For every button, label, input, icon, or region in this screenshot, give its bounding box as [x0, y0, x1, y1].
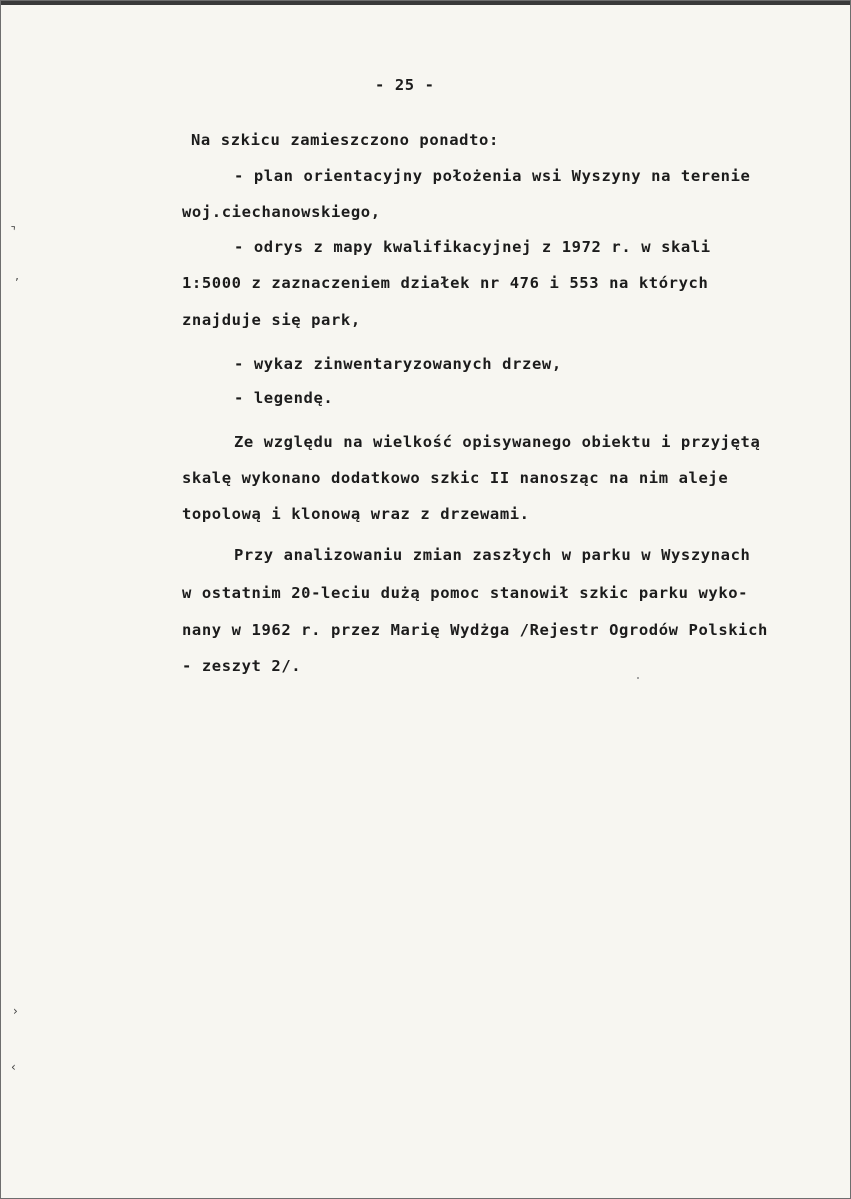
- margin-tick-mark: ›: [13, 1004, 18, 1018]
- list-item-map-continued: 1:5000 z zaznaczeniem działek nr 476 i 553 na których: [182, 274, 709, 292]
- list-item-map: - odrys z mapy kwalifikacyjnej z 1972 r. w skali: [234, 238, 711, 256]
- list-item-legend: - legendę.: [234, 389, 334, 407]
- paragraph-scale-line: Ze względu na wielkość opisywanego obiektu i przyjętą: [234, 433, 761, 451]
- paragraph-scale-line: topolową i klonową wraz z drzewami.: [182, 505, 530, 523]
- list-item-tree-inventory: - wykaz zinwentaryzowanych drzew,: [234, 355, 562, 373]
- page-number: - 25 -: [375, 76, 435, 94]
- margin-tick-mark: ’: [15, 276, 19, 290]
- paragraph-analysis-line: - zeszyt 2/.: [182, 657, 302, 675]
- margin-tick-mark: ›: [7, 220, 20, 234]
- list-item-plan-continued: woj.ciechanowskiego,: [182, 203, 381, 221]
- paragraph-analysis-line: Przy analizowaniu zmian zaszłych w parku w Wyszynach: [234, 546, 751, 564]
- intro-line: Na szkicu zamieszczono ponadto:: [191, 131, 499, 149]
- paragraph-analysis-line: w ostatnim 20-leciu dużą pomoc stanowił szkic parku wyko-: [182, 584, 749, 602]
- paragraph-analysis-line: nany w 1962 r. przez Marię Wydżga /Rejestr Ogrodów Polskich: [182, 621, 768, 639]
- margin-tick-mark: ‹: [11, 1060, 16, 1074]
- paragraph-scale-line: skalę wykonano dodatkowo szkic II nanosząc na nim aleje: [182, 469, 729, 487]
- list-item-map-continued: znajduje się park,: [182, 311, 361, 329]
- list-item-plan: - plan orientacyjny położenia wsi Wyszyny na terenie: [234, 167, 751, 185]
- paper-speck: [637, 677, 639, 679]
- page-top-edge: [1, 1, 850, 5]
